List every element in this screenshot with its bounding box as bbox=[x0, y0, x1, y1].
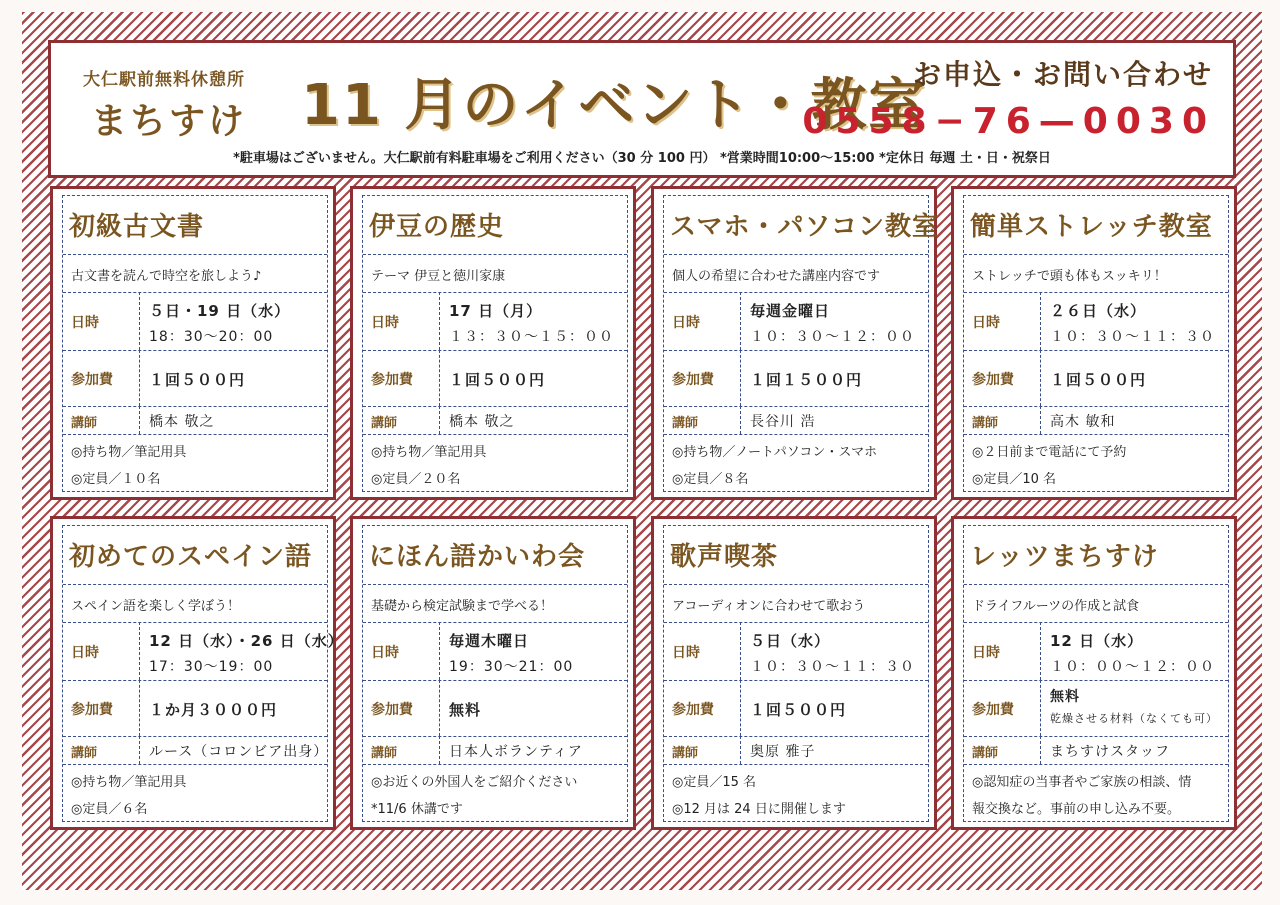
fee-value: １回５００円 bbox=[149, 371, 246, 389]
date-value: ５日（水） bbox=[750, 632, 831, 650]
fee-label-cell bbox=[363, 680, 440, 736]
time-value: １０：３０〜１１：３０ bbox=[750, 659, 915, 675]
teacher-label-cell bbox=[964, 406, 1041, 434]
time-value: 19：30〜21：00 bbox=[449, 659, 574, 675]
teacher-row bbox=[63, 736, 327, 765]
card-note-1: ◎定員／15 名 bbox=[672, 775, 757, 790]
event-card bbox=[651, 186, 937, 500]
fee-label-cell bbox=[63, 350, 140, 406]
teacher-label-cell bbox=[664, 736, 741, 764]
card-title: スマホ・パソコン教室 bbox=[670, 212, 939, 242]
teacher-row bbox=[363, 736, 627, 765]
datetime-label-cell bbox=[964, 292, 1041, 350]
fee-label-cell bbox=[63, 680, 140, 736]
datetime-label-cell bbox=[964, 622, 1041, 680]
teacher-label: 講師 bbox=[71, 416, 98, 431]
date-value: ２６日（水） bbox=[1050, 302, 1147, 320]
card-note-2: ◎定員／６名 bbox=[71, 802, 148, 817]
datetime-label: 日時 bbox=[972, 315, 1000, 331]
card-frame bbox=[963, 195, 1229, 492]
card-title-row bbox=[664, 526, 928, 585]
card-title: レッツまちすけ bbox=[970, 542, 1159, 572]
datetime-row bbox=[664, 622, 928, 681]
datetime-label-cell bbox=[63, 622, 140, 680]
teacher-label: 講師 bbox=[371, 746, 398, 761]
fee-label: 参加費 bbox=[972, 702, 1014, 718]
event-card bbox=[651, 516, 937, 830]
teacher-label: 講師 bbox=[672, 746, 699, 761]
teacher-label-cell bbox=[964, 736, 1041, 764]
teacher-value: ルース（コロンビア出身） bbox=[149, 744, 329, 760]
datetime-label: 日時 bbox=[672, 315, 700, 331]
datetime-row bbox=[964, 622, 1228, 681]
time-value: 18：30〜20：00 bbox=[149, 329, 274, 345]
time-value: １０：３０〜１１：３０ bbox=[1050, 329, 1215, 345]
teacher-value: 橋本 敬之 bbox=[449, 414, 515, 430]
card-description: ストレッチで頭も体もスッキリ！ bbox=[972, 269, 1167, 284]
header-banner bbox=[48, 40, 1236, 178]
teacher-value: 奥原 雅子 bbox=[750, 744, 816, 760]
fee-value: 無料 bbox=[1050, 689, 1080, 705]
card-note-1: ◎持ち物／ノートパソコン・スマホ bbox=[672, 445, 878, 460]
fee-label: 参加費 bbox=[371, 702, 413, 718]
event-card bbox=[350, 516, 636, 830]
datetime-row bbox=[664, 292, 928, 351]
card-description: テーマ 伊豆と徳川家康 bbox=[371, 269, 506, 284]
fee-row bbox=[964, 350, 1228, 407]
card-title: 伊豆の歴史 bbox=[369, 212, 505, 242]
teacher-label-cell bbox=[664, 406, 741, 434]
teacher-label-cell bbox=[363, 736, 440, 764]
fee-value: １か月３０００円 bbox=[149, 701, 278, 719]
fee-value: １回５００円 bbox=[750, 701, 847, 719]
apply-heading: お申込・お問い合わせ bbox=[912, 58, 1213, 91]
datetime-label: 日時 bbox=[71, 645, 99, 661]
datetime-label: 日時 bbox=[972, 645, 1000, 661]
datetime-label: 日時 bbox=[371, 315, 399, 331]
datetime-label-cell bbox=[664, 292, 741, 350]
teacher-value: まちすけスタッフ bbox=[1050, 744, 1170, 760]
datetime-label: 日時 bbox=[371, 645, 399, 661]
fee-row bbox=[363, 350, 627, 407]
datetime-label-cell bbox=[63, 292, 140, 350]
datetime-label-cell bbox=[363, 292, 440, 350]
card-note-2: 報交換など。事前の申し込み不要。 bbox=[972, 802, 1181, 817]
datetime-row bbox=[63, 292, 327, 351]
card-frame bbox=[62, 195, 328, 492]
teacher-label: 講師 bbox=[972, 416, 999, 431]
card-note-1: ◎認知症の当事者やご家族の相談、情 bbox=[972, 775, 1192, 790]
fee-label: 参加費 bbox=[672, 372, 714, 388]
shop-name: まちすけ bbox=[91, 101, 248, 142]
card-frame bbox=[362, 195, 628, 492]
card-note-1: ◎持ち物／筆記用具 bbox=[71, 775, 187, 790]
card-description-row bbox=[664, 584, 928, 623]
card-frame bbox=[62, 525, 344, 822]
teacher-label: 講師 bbox=[672, 416, 699, 431]
card-frame bbox=[663, 525, 929, 822]
fee-label: 参加費 bbox=[672, 702, 714, 718]
fee-label-cell bbox=[964, 350, 1041, 406]
time-value: 17：30〜19：00 bbox=[149, 659, 274, 675]
time-value: １０：３０〜１２：００ bbox=[750, 329, 915, 345]
teacher-label-cell bbox=[63, 736, 140, 764]
notice-text: *駐車場はございません。大仁駅前有料駐車場をご利用ください（30 分 100 円） *営業時間10:00〜15:00 *定休日 毎週 土・日・祝祭日 bbox=[233, 151, 1051, 166]
fee-label-cell bbox=[964, 680, 1041, 736]
date-value: ５日・19 日（水） bbox=[149, 302, 291, 320]
fee-label: 参加費 bbox=[371, 372, 413, 388]
fee-value: 無料 bbox=[449, 701, 482, 719]
teacher-label-cell bbox=[363, 406, 440, 434]
datetime-label-cell bbox=[363, 622, 440, 680]
teacher-label-cell bbox=[63, 406, 140, 434]
datetime-row bbox=[964, 292, 1228, 351]
teacher-row bbox=[63, 406, 327, 435]
card-frame bbox=[362, 525, 628, 822]
datetime-row bbox=[363, 292, 627, 351]
fee-row bbox=[63, 350, 327, 407]
card-description: 古文書を読んで時空を旅しよう♪ bbox=[71, 269, 262, 284]
date-value: 12 日（水） bbox=[1050, 632, 1144, 650]
card-title-row bbox=[664, 196, 939, 255]
card-title-row bbox=[964, 196, 1228, 255]
time-value: １０：００〜１２：００ bbox=[1050, 659, 1215, 675]
datetime-label: 日時 bbox=[71, 315, 99, 331]
card-description: ドライフルーツの作成と試食 bbox=[972, 599, 1140, 614]
card-description-row bbox=[363, 254, 627, 293]
fee-row bbox=[664, 680, 928, 737]
card-title: にほん語かいわ会 bbox=[369, 542, 586, 572]
card-note-1: ◎２日前まで電話にて予約 bbox=[972, 445, 1127, 460]
fee-note: 乾燥させる材料（なくても可） bbox=[1050, 712, 1218, 725]
fee-label-cell bbox=[664, 350, 741, 406]
date-value: 12 日（水）・26 日（水） bbox=[149, 632, 344, 650]
teacher-row bbox=[664, 406, 928, 435]
teacher-value: 高木 敏和 bbox=[1050, 414, 1116, 430]
fee-value: １回５００円 bbox=[449, 371, 546, 389]
card-note-1: ◎持ち物／筆記用具 bbox=[71, 445, 187, 460]
date-value: 17 日（月） bbox=[449, 302, 543, 320]
card-note-2: *11/6 休講です bbox=[371, 802, 463, 817]
teacher-value: 橋本 敬之 bbox=[149, 414, 215, 430]
fee-label-cell bbox=[363, 350, 440, 406]
card-title: 初めてのスペイン語 bbox=[69, 542, 313, 572]
teacher-label: 講師 bbox=[972, 746, 999, 761]
teacher-row bbox=[664, 736, 928, 765]
fee-row bbox=[664, 350, 928, 407]
event-card bbox=[951, 186, 1237, 500]
datetime-row bbox=[363, 622, 627, 681]
card-title: 初級古文書 bbox=[69, 212, 205, 242]
card-description-row bbox=[964, 254, 1228, 293]
fee-value: １回１５００円 bbox=[750, 371, 863, 389]
card-note-2: ◎定員／２０名 bbox=[371, 472, 461, 487]
card-frame bbox=[963, 525, 1229, 822]
card-note-2: ◎12 月は 24 日に開催します bbox=[672, 802, 846, 817]
teacher-value: 長谷川 浩 bbox=[750, 414, 816, 430]
card-description-row bbox=[964, 584, 1228, 623]
datetime-row bbox=[63, 622, 344, 681]
event-card bbox=[50, 516, 344, 830]
card-note-2: ◎定員／８名 bbox=[672, 472, 749, 487]
card-description: 基礎から検定試験まで学べる！ bbox=[371, 599, 554, 614]
fee-row bbox=[363, 680, 627, 737]
event-card bbox=[350, 186, 636, 500]
card-title-row bbox=[363, 526, 627, 585]
fee-row bbox=[63, 680, 327, 737]
fee-row bbox=[964, 680, 1228, 737]
card-description-row bbox=[363, 584, 627, 623]
datetime-label-cell bbox=[664, 622, 741, 680]
card-title: 歌声喫茶 bbox=[670, 542, 779, 572]
organization-name: 大仁駅前無料休憩所 bbox=[83, 70, 245, 90]
card-title: 簡単ストレッチ教室 bbox=[970, 212, 1213, 242]
fee-value: １回５００円 bbox=[1050, 371, 1147, 389]
card-description-row bbox=[63, 584, 327, 623]
card-frame bbox=[663, 195, 939, 492]
fee-label: 参加費 bbox=[972, 372, 1014, 388]
teacher-value: 日本人ボランティア bbox=[449, 744, 583, 760]
card-description-row bbox=[664, 254, 928, 293]
teacher-row bbox=[363, 406, 627, 435]
teacher-label: 講師 bbox=[71, 746, 98, 761]
event-card bbox=[951, 516, 1237, 830]
card-note-2: ◎定員／１０名 bbox=[71, 472, 161, 487]
datetime-label: 日時 bbox=[672, 645, 700, 661]
card-title-row bbox=[63, 196, 327, 255]
time-value: １３：３０〜１５：００ bbox=[449, 329, 614, 345]
card-description-row bbox=[63, 254, 327, 293]
card-note-1: ◎持ち物／筆記用具 bbox=[371, 445, 487, 460]
card-title-row bbox=[63, 526, 327, 585]
card-title-row bbox=[363, 196, 627, 255]
card-description: 個人の希望に合わせた講座内容です bbox=[672, 269, 881, 284]
teacher-label: 講師 bbox=[371, 416, 398, 431]
phone-number: 0558−76—0030 bbox=[802, 101, 1215, 142]
card-title-row bbox=[964, 526, 1228, 585]
card-note-2: ◎定員／10 名 bbox=[972, 472, 1057, 487]
page-title: 11 月のイベント・教室 bbox=[301, 73, 927, 138]
card-description: アコーディオンに合わせて歌おう bbox=[672, 599, 866, 614]
date-value: 毎週木曜日 bbox=[449, 632, 530, 650]
teacher-row bbox=[964, 406, 1228, 435]
fee-label: 参加費 bbox=[71, 702, 113, 718]
card-note-1: ◎お近くの外国人をご紹介ください bbox=[371, 775, 578, 790]
date-value: 毎週金曜日 bbox=[750, 302, 831, 320]
fee-label-cell bbox=[664, 680, 741, 736]
teacher-row bbox=[964, 736, 1228, 765]
card-description: スペイン語を楽しく学ぼう！ bbox=[71, 599, 241, 614]
fee-label: 参加費 bbox=[71, 372, 113, 388]
event-card bbox=[50, 186, 336, 500]
